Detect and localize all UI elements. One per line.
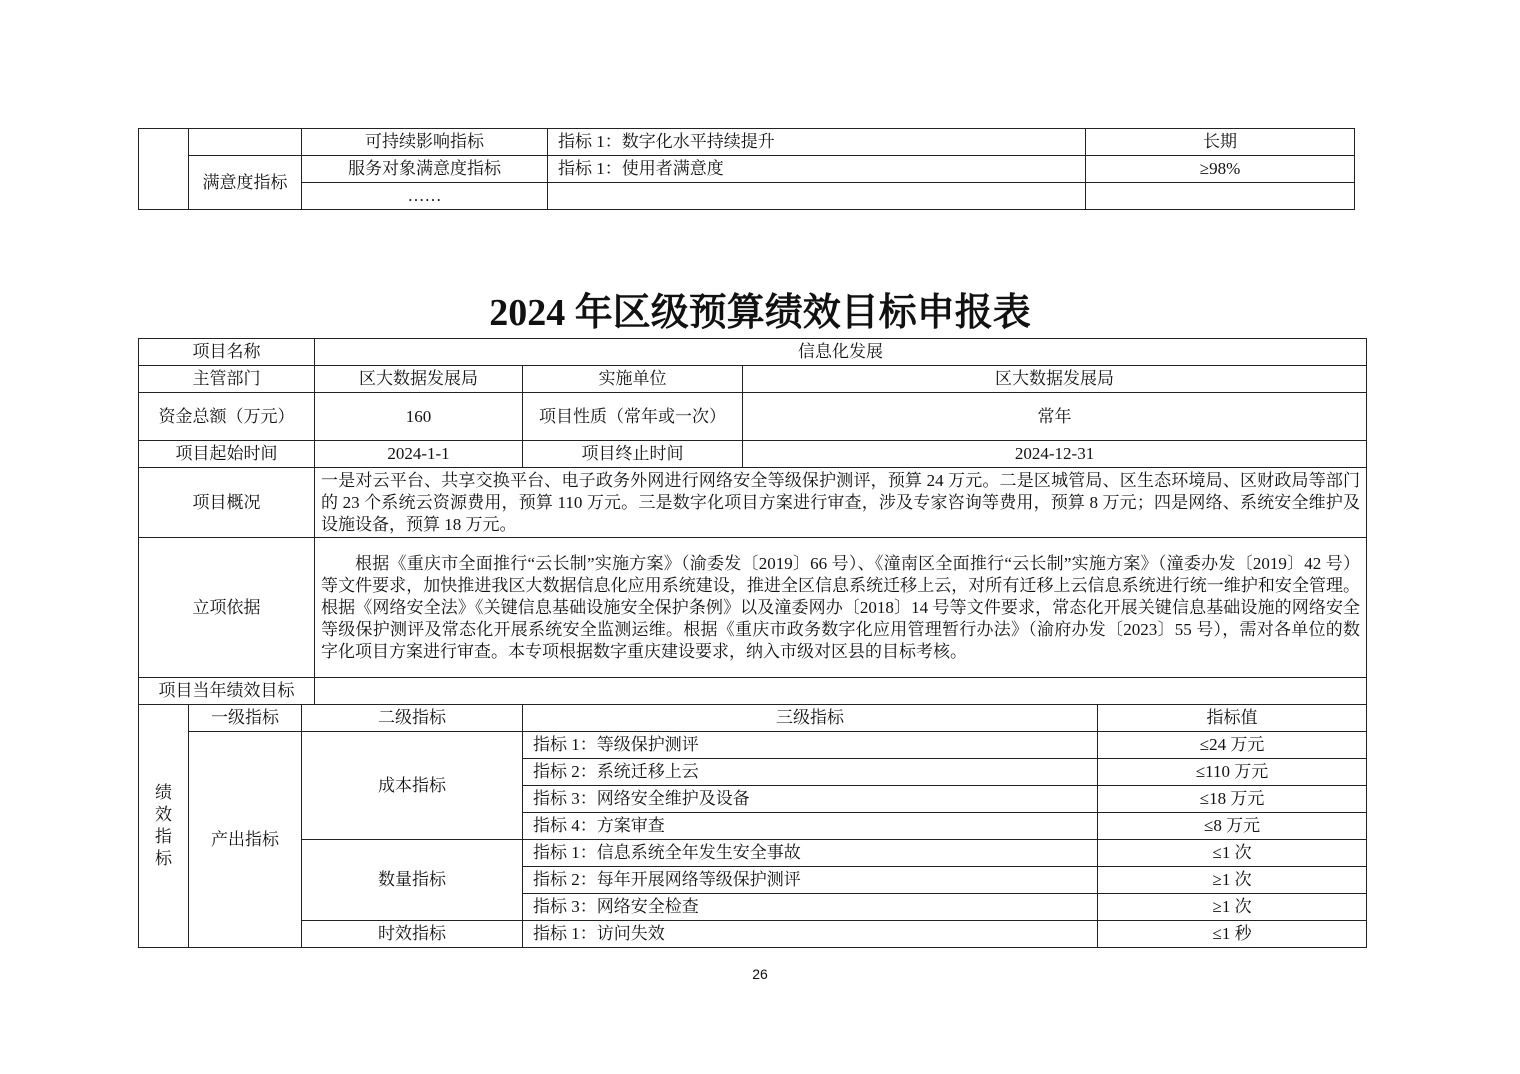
end-value: 2024-12-31: [743, 441, 1367, 468]
level1-cell: 满意度指标: [189, 156, 302, 210]
dept-label: 主管部门: [139, 366, 315, 393]
impl-label: 实施单位: [523, 366, 743, 393]
dept-value: 区大数据发展局: [315, 366, 523, 393]
level3-cell: 指标 1：使用者满意度: [548, 156, 1086, 183]
level2-cell: 服务对象满意度指标: [302, 156, 548, 183]
empty-cell: [139, 129, 189, 210]
nature-value: 常年: [743, 393, 1367, 441]
indicator-value: ≤1 次: [1098, 840, 1367, 867]
indicator-value: ≤18 万元: [1098, 786, 1367, 813]
page-number: 26: [752, 966, 768, 982]
project-name-value: 信息化发展: [315, 339, 1367, 366]
value-cell: 长期: [1086, 129, 1355, 156]
empty-cell: [189, 129, 302, 156]
cost-indicator-label: 成本指标: [302, 732, 523, 840]
header-level3: 三级指标: [523, 705, 1098, 732]
end-label: 项目终止时间: [523, 441, 743, 468]
indicator-name: 指标 1：信息系统全年发生安全事故: [523, 840, 1098, 867]
goal-value: [315, 678, 1367, 705]
level3-cell: 指标 1：数字化水平持续提升: [548, 129, 1086, 156]
value-cell: [1086, 183, 1355, 210]
indicator-value: ≤8 万元: [1098, 813, 1367, 840]
level2-cell: 可持续影响指标: [302, 129, 548, 156]
basis-label: 立项依据: [139, 538, 315, 678]
continued-indicator-table: [138, 128, 1355, 210]
performance-indicator-label: 绩效指标: [139, 705, 189, 948]
basis-text: 根据《重庆市全面推行“云长制”实施方案》（渝委发〔2019〕66 号）、《潼南区全面推行“云长制”实施方案》（潼委办发〔2019〕42 号）等文件要求，加快推进我区大数据信息化应用系统建设，推进全区信息系统迁移上云，对所有迁移上云信息系统进行统一维护和安全管理。根据《网络安全法》《关键信息基础设施安全保护条例》以及潼委网办〔2018〕14 号等文件要求，常态化开展关键信息基础设施的网络安全等级保护测评及常态化开展系统安全监测运维。根据《重庆市政务数字化应用管理暂行办法》（渝府办发〔2023〕55 号），需对各单位的数字化项目方案进行审查。本专项根据数字重庆建设要求，纳入市级对区县的目标考核。: [315, 538, 1367, 678]
overview-label: 项目概况: [139, 468, 315, 538]
indicator-value: ≤24 万元: [1098, 732, 1367, 759]
indicator-name: 指标 3：网络安全检查: [523, 894, 1098, 921]
indicator-name: 指标 4：方案审查: [523, 813, 1098, 840]
indicator-value: ≤110 万元: [1098, 759, 1367, 786]
level2-cell: ……: [302, 183, 548, 210]
value-cell: ≥98%: [1086, 156, 1355, 183]
page-title: 2024 年区级预算绩效目标申报表: [489, 292, 1031, 334]
header-level1: 一级指标: [189, 705, 302, 732]
funds-value: 160: [315, 393, 523, 441]
nature-label: 项目性质（常年或一次）: [523, 393, 743, 441]
indicator-name: 指标 2：系统迁移上云: [523, 759, 1098, 786]
goal-label: 项目当年绩效目标: [139, 678, 315, 705]
indicator-value: ≤1 秒: [1098, 921, 1367, 948]
overview-text: 一是对云平台、共享交换平台、电子政务外网进行网络安全等级保护测评，预算 24 万元。二是区城管局、区生态环境局、区财政局等部门的 23 个系统云资源费用，预算 110 万元。三是数字化项目方案进行审查，涉及专家咨询等费用，预算 8 万元；四是网络、系统安全维护及设施设备，预算 18 万元。: [315, 468, 1367, 538]
quantity-indicator-label: 数量指标: [302, 840, 523, 921]
indicator-value: ≥1 次: [1098, 894, 1367, 921]
timeliness-indicator-label: 时效指标: [302, 921, 523, 948]
project-name-label: 项目名称: [139, 339, 315, 366]
indicator-name: 指标 3：网络安全维护及设备: [523, 786, 1098, 813]
impl-value: 区大数据发展局: [743, 366, 1367, 393]
funds-label: 资金总额（万元）: [139, 393, 315, 441]
level3-cell: [548, 183, 1086, 210]
budget-performance-table: [138, 338, 1367, 948]
start-value: 2024-1-1: [315, 441, 523, 468]
indicator-name: 指标 2：每年开展网络等级保护测评: [523, 867, 1098, 894]
header-level2: 二级指标: [302, 705, 523, 732]
indicator-value: ≥1 次: [1098, 867, 1367, 894]
output-indicator-label: 产出指标: [189, 732, 302, 948]
indicator-name: 指标 1：等级保护测评: [523, 732, 1098, 759]
indicator-name: 指标 1：访问失效: [523, 921, 1098, 948]
start-label: 项目起始时间: [139, 441, 315, 468]
header-value: 指标值: [1098, 705, 1367, 732]
